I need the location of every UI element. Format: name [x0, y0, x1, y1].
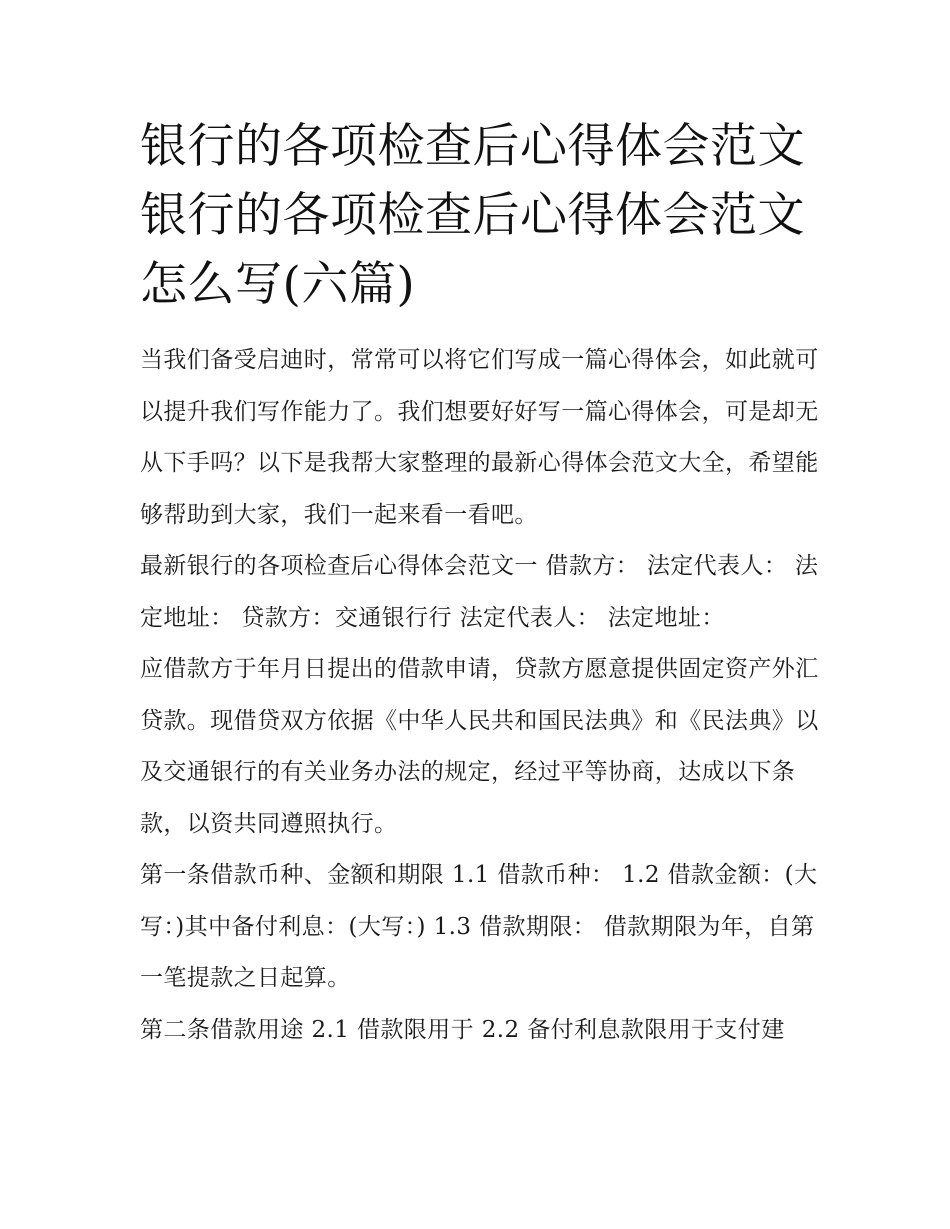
document-title: 银行的各项检查后心得体会范文 银行的各项检查后心得体会范文怎么写(六篇): [140, 119, 805, 312]
paragraph-agreement: 应借款方于年月日提出的借款申请，贷款方愿意提供固定资产外汇贷款。现借贷双方依据《中华人民共和国民法典》和《民法典》以及交通银行的有关业务办法的规定，经过平等协商，达成以下条款，以资共同遵照执行。: [140, 656, 819, 837]
paragraph-intro: 当我们备受启迪时，常常可以将它们写成一篇心得体会，如此就可以提升我们写作能力了。我们想要好好写一篇心得体会，可是却无从下手吗？以下是我帮大家整理的最新心得体会范文大全，希望能够帮助到大家，我们一起来看一看吧。: [140, 347, 819, 528]
paragraph-article-one: 第一条借款币种、金额和期限 1.1 借款币种： 1.2 借款金额：(大写：)其中备付利息：(大写：) 1.3 借款期限： 借款期限为年，自第一笔提款之日起算。: [140, 862, 818, 991]
document-body: [140, 335, 820, 1056]
paragraph-article-two: 第二条借款用途 2.1 借款限用于 2.2 备付利息款限用于支付建: [140, 1016, 785, 1043]
document-content: [140, 112, 820, 1056]
paragraph-parties: 最新银行的各项检查后心得体会范文一 借款方： 法定代表人： 法定地址： 贷款方：交通银行行 法定代表人： 法定地址：: [140, 553, 819, 631]
